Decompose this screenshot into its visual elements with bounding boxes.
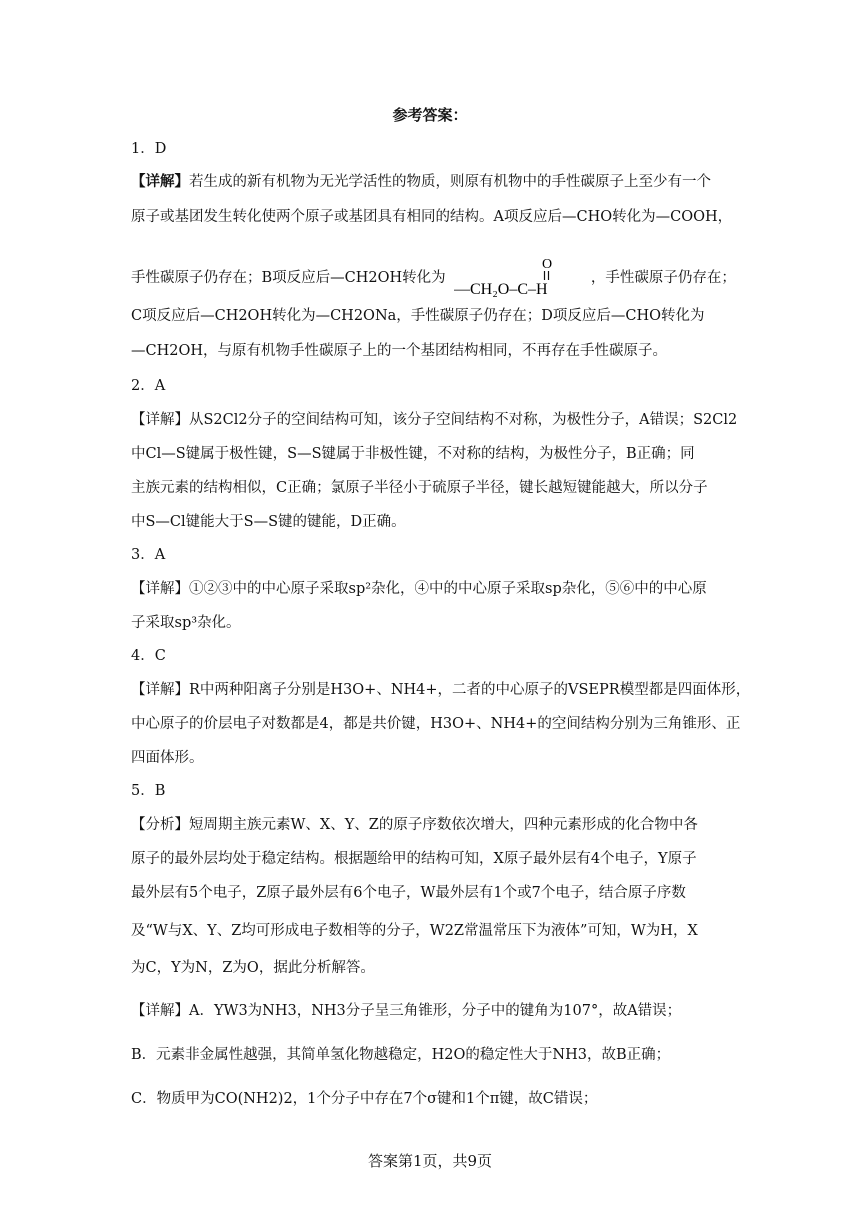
q5-line-8: C．物质甲为CO(NH2)2，1个分子中存在7个σ键和1个π键，故C错误； (131, 1091, 598, 1107)
q5-line-3: 最外层有5个电子，Z原子最外层有6个电子，W最外层有1个或7个电子，结合原子序数 (131, 885, 686, 901)
q3-line-2: 子采取sp³杂化。 (131, 615, 241, 631)
q5-line-1: 【分析】短周期主族元素W、X、Y、Z的原子序数依次增大，四种元素形成的化合物中各 (131, 817, 698, 833)
q1-line-3: 手性碳原子仍存在；B项反应后—CH2OH转化为 O —CH₂O–C–H ，手性碳原子仍存在； (131, 254, 736, 302)
q1-line-2: 原子或基团发生转化使两个原子或基团具有相同的结构。A项反应后—CHO转化为—COOH， (131, 209, 733, 225)
q1-line-1: 【详解】若生成的新有机物为无光学活性的物质，则原有机物中的手性碳原子上至少有一个 (131, 173, 711, 190)
svg-text:O: O (542, 257, 553, 272)
page-title: 参考答案： (392, 106, 468, 124)
q4-line-2: 中心原子的价层电子对数都是4，都是共价键，H3O+、NH4+的空间结构分别为三角锥形、正 (131, 716, 741, 732)
q4-line-1: 【详解】R中两种阳离子分别是H3O+、NH4+，二者的中心原子的VSEPR模型都是四面体形， (131, 682, 751, 698)
q5-line-5: 为C，Y为N，Z为O，据此分析解答。 (131, 960, 375, 976)
answer-4: 4．C (131, 648, 166, 664)
answer-2: 2．A (131, 378, 166, 394)
answer-3: 3．A (131, 547, 166, 563)
q5-line-2: 原子的最外层均处于稳定结构。根据题给甲的结构可知，X原子最外层有4个电子，Y原子 (131, 851, 697, 867)
page-footer: 答案第1页，共9页 (367, 1152, 493, 1170)
answer-1: 1．D (131, 141, 167, 157)
q2-line-1: 【详解】从S2Cl2分子的空间结构可知，该分子空间结构不对称，为极性分子，A错误；S2Cl2 (131, 412, 738, 428)
q2-line-4: 中S—Cl键能大于S—S键的键能，D正确。 (131, 514, 406, 530)
q1-line-5: —CH2OH，与原有机物手性碳原子上的一个基团结构相同，不再存在手性碳原子。 (131, 343, 667, 359)
q3-line-1: 【详解】①②③中的中心原子采取sp²杂化，④中的中心原子采取sp杂化，⑤⑥中的中心原 (131, 581, 707, 597)
answer-5: 5．B (131, 783, 166, 799)
q4-line-3: 四面体形。 (131, 750, 204, 766)
q1-line-4: C项反应后—CH2OH转化为—CH2ONa，手性碳原子仍存在；D项反应后—CHO转化为 (131, 308, 705, 324)
svg-text:—CH₂O–C–H: —CH₂O–C–H (454, 281, 548, 298)
q5-line-4: 及“W与X、Y、Z均可形成电子数相等的分子，W2Z常温常压下为液体”可知，W为H，X (131, 923, 698, 939)
q5-line-7: B．元素非金属性越强，其简单氢化物越稳定，H2O的稳定性大于NH3，故B正确； (131, 1047, 671, 1063)
q5-line-6: 【详解】A．YW3为NH3，NH3分子呈三角锥形，分子中的键角为107°，故A错误； (131, 1003, 682, 1019)
q2-line-3: 主族元素的结构相似，C正确；氯原子半径小于硫原子半径，键长越短键能越大，所以分子 (131, 480, 708, 496)
formate-ester-formula (454, 254, 582, 302)
q2-line-2: 中Cl—S键属于极性键，S—S键属于非极性键，不对称的结构，为极性分子，B正确；同 (131, 446, 695, 462)
